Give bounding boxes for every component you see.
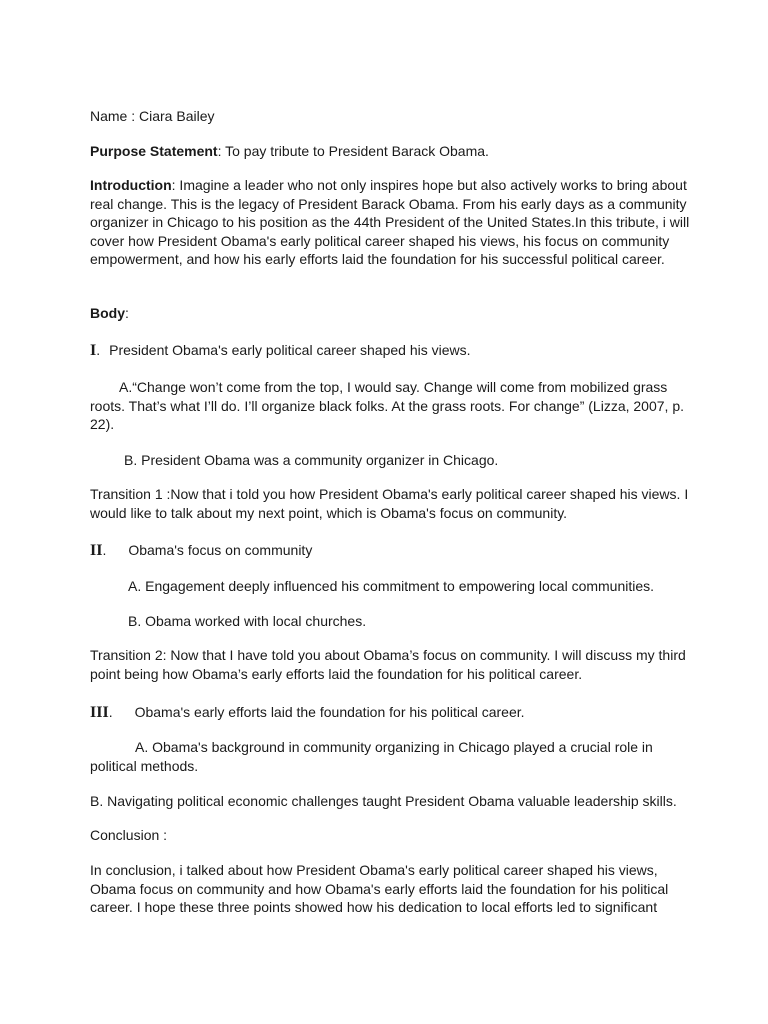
- main-point-2-text: Obama's focus on community: [128, 542, 313, 558]
- purpose-statement: [90, 142, 690, 161]
- purpose-label: Purpose Statement: [90, 143, 218, 159]
- body-heading: [90, 304, 690, 323]
- roman-numeral-2-dot: .: [102, 542, 107, 558]
- introduction-text: : Imagine a leader who not only inspires hope but also actively works to bring about real change. This is the legacy of President Barack Obama. From his early days as a community organizer in Chicago to his position as the 44th President of the United States.In this tribute, i will cover how President Obama's early political career shaped his views, his focus on community empowerment, and how his early efforts laid the foundation for his successful political career.: [90, 177, 690, 268]
- name-line: Name : Ciara Bailey: [90, 108, 215, 124]
- body-label: Body: [90, 305, 125, 321]
- introduction-paragraph: [90, 176, 690, 269]
- roman-numeral-1-dot: .: [96, 342, 101, 358]
- main-point-3-text: Obama's early efforts laid the foundation for his political career.: [134, 704, 525, 720]
- roman-numeral-3: III: [90, 704, 109, 721]
- subpoint-1b: B. President Obama was a community organizer in Chicago.: [124, 452, 499, 468]
- subpoint-3b: B. Navigating political economic challenges taught President Obama valuable leadership skills.: [90, 793, 677, 809]
- main-point-2: [90, 541, 690, 561]
- transition-2: Transition 2: Now that I have told you about Obama’s focus on community. I will discuss my third point being how Obama’s early efforts laid the foundation for his political career.: [90, 647, 686, 682]
- main-point-1-text: President Obama's early political career shaped his views.: [109, 342, 471, 358]
- roman-numeral-2: II: [90, 542, 103, 559]
- purpose-text: : To pay tribute to President Barack Obama.: [217, 143, 489, 159]
- main-point-1: [90, 341, 690, 361]
- roman-numeral-3-dot: .: [108, 704, 113, 720]
- subpoint-3a: A. Obama's background in community organizing in Chicago played a crucial role in political methods.: [90, 739, 653, 774]
- body-suffix: :: [125, 305, 129, 321]
- roman-numeral-1: I: [90, 342, 97, 359]
- conclusion-paragraph: In conclusion, i talked about how President Obama's early political career shaped his views, Obama focus on community and how Obama's early efforts laid the foundation for his political career. I hope these three points showed how his dedication to local efforts led to significant: [90, 862, 669, 916]
- main-point-3: [90, 703, 690, 723]
- subpoint-1a: A.“Change won’t come from the top, I would say. Change will come from mobilized grass roots. That’s what I’ll do. I’ll organize black folks. At the grass roots. For change” (Lizza, 2007, p. 22).: [90, 379, 684, 433]
- transition-1: Transition 1 :Now that i told you how President Obama's early political career shaped his views. I would like to talk about my next point, which is Obama's focus on community.: [90, 486, 689, 521]
- introduction-label: Introduction: [90, 177, 172, 193]
- subpoint-2a: A. Engagement deeply influenced his commitment to empowering local communities.: [128, 578, 655, 594]
- subpoint-2b: B. Obama worked with local churches.: [128, 613, 367, 629]
- conclusion-heading: Conclusion :: [90, 827, 168, 843]
